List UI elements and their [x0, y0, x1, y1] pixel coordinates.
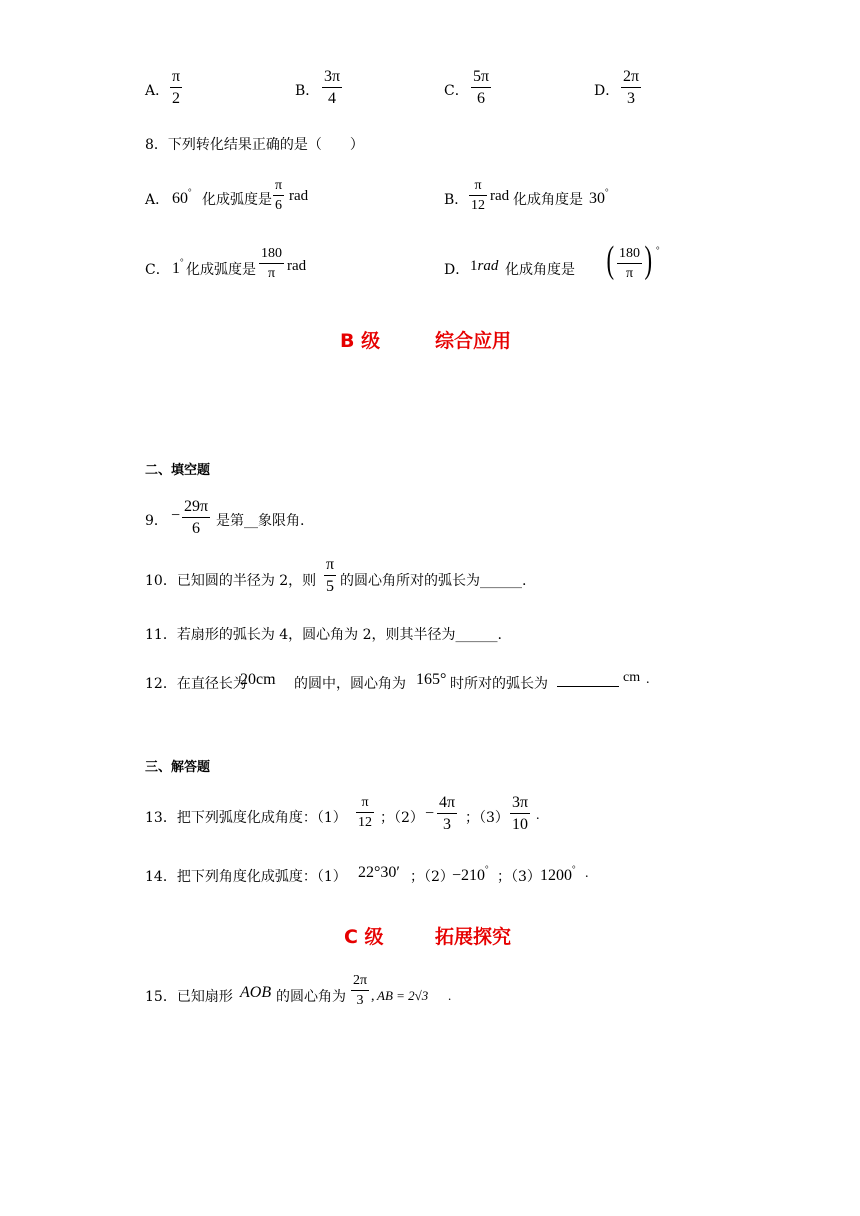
q12-diameter: 20cm	[240, 671, 276, 688]
q12-end: .	[646, 672, 650, 687]
section-fill-in-title: 二、填空题	[145, 463, 211, 478]
q10-post: 的圆心角所对的弧长为______.	[340, 573, 527, 589]
q15-comma: ,	[371, 989, 375, 1004]
q9-number: 9．	[145, 513, 168, 529]
level-c-title: 拓展探究	[435, 926, 512, 948]
q14-pre: 14．把下列角度化成弧度：（1）	[145, 869, 347, 885]
q10-fraction: π 5	[326, 556, 335, 595]
q8-c-degree: 1°	[172, 257, 184, 277]
level-c-grade: C 级	[344, 926, 384, 948]
q15-end: .	[448, 988, 452, 1003]
level-b-title: 综合应用	[435, 330, 512, 352]
q9-fraction: 29π 6	[184, 498, 209, 537]
q7-option-b-label: B．	[295, 83, 320, 99]
q12-answer-blank[interactable]	[557, 672, 619, 691]
q8-stem: 8．下列转化结果正确的是（ ）	[145, 137, 364, 153]
q7-option-a-fraction: π 2	[172, 68, 181, 107]
q8-d-right-paren: )	[644, 239, 653, 281]
q12-mid: 的圆中，圆心角为	[294, 676, 406, 692]
q14-angle-2: −210°	[452, 864, 489, 884]
q12-angle: 165°	[416, 671, 447, 688]
q8-d-left-paren: (	[606, 239, 615, 281]
q13-fraction-2: 4π 3	[439, 794, 456, 833]
q8-c-unit: rad	[287, 258, 307, 274]
q8-d-degree-symbol: °	[656, 245, 660, 255]
q8-d-fraction: 180 π	[619, 246, 640, 281]
q12-pre: 12．在直径长为	[145, 676, 247, 692]
q8-d-text: 化成角度是	[505, 262, 575, 278]
q7-option-b-fraction: 3π 4	[324, 68, 341, 107]
q8-b-fraction: π 12	[471, 178, 485, 213]
q7-option-c-fraction: 5π 6	[473, 68, 490, 107]
q7-option-d-fraction: 2π 3	[623, 68, 640, 107]
section-answer-title: 三、解答题	[145, 760, 211, 775]
q8-a-degree: 60°	[172, 187, 192, 207]
q12-unit: cm	[623, 670, 641, 685]
q15-sector-name: AOB	[240, 984, 272, 1001]
q8-a-fraction: π 6	[275, 178, 283, 213]
q8-a-label: A．	[145, 192, 170, 208]
q15-fraction: 2π 3	[353, 973, 368, 1008]
q13-pre: 13．把下列弧度化成角度：（1）	[145, 810, 347, 826]
q12-post: 时所对的弧长为	[450, 676, 548, 692]
q7-option-c-label: C．	[444, 83, 469, 99]
level-b-grade: B 级	[340, 330, 381, 352]
q7-option-d-label: D．	[594, 83, 620, 99]
q8-a-text: 化成弧度是	[202, 192, 272, 208]
q8-d-label: D．	[444, 262, 470, 278]
q9-text: 是第__象限角.	[216, 513, 305, 529]
q13-sign-2: −	[425, 805, 435, 822]
q8-b-label: B．	[444, 192, 469, 208]
q8-c-text: 化成弧度是	[186, 262, 256, 278]
q13-sep-3: ；（3）	[465, 810, 509, 826]
q15-condition: AB = 2√3	[377, 988, 429, 1003]
q14-sep-2: ；（2）	[410, 869, 454, 885]
q7-option-a-label: A．	[145, 83, 170, 99]
q13-fraction-1: π 12	[358, 795, 372, 830]
q14-angle-3: 1200°	[540, 864, 576, 884]
q13-end: .	[536, 808, 540, 823]
q13-sep-2: ；（2）	[380, 810, 424, 826]
q14-angle-1: 22°30′	[358, 864, 400, 881]
q8-b-degree: 30°	[589, 187, 609, 207]
q13-fraction-3: 3π 10	[512, 794, 529, 833]
q14-sep-3: ；（3）	[497, 869, 541, 885]
q14-end: .	[585, 866, 589, 881]
q8-c-fraction: 180 π	[261, 246, 282, 281]
q10-pre: 10．已知圆的半径为 2，则	[145, 573, 317, 589]
q8-d-value: 1rad	[470, 258, 499, 274]
q8-b-text: 化成角度是	[513, 192, 583, 208]
q9-sign: −	[171, 507, 181, 524]
q8-b-unit: rad	[490, 188, 510, 204]
q15-mid: 的圆心角为	[276, 989, 346, 1005]
q8-c-label: C．	[145, 262, 170, 278]
q8-a-unit: rad	[289, 188, 309, 204]
q11: 11．若扇形的弧长为 4，圆心角为 2，则其半径为______.	[145, 627, 502, 643]
q15-pre: 15．已知扇形	[145, 989, 233, 1005]
